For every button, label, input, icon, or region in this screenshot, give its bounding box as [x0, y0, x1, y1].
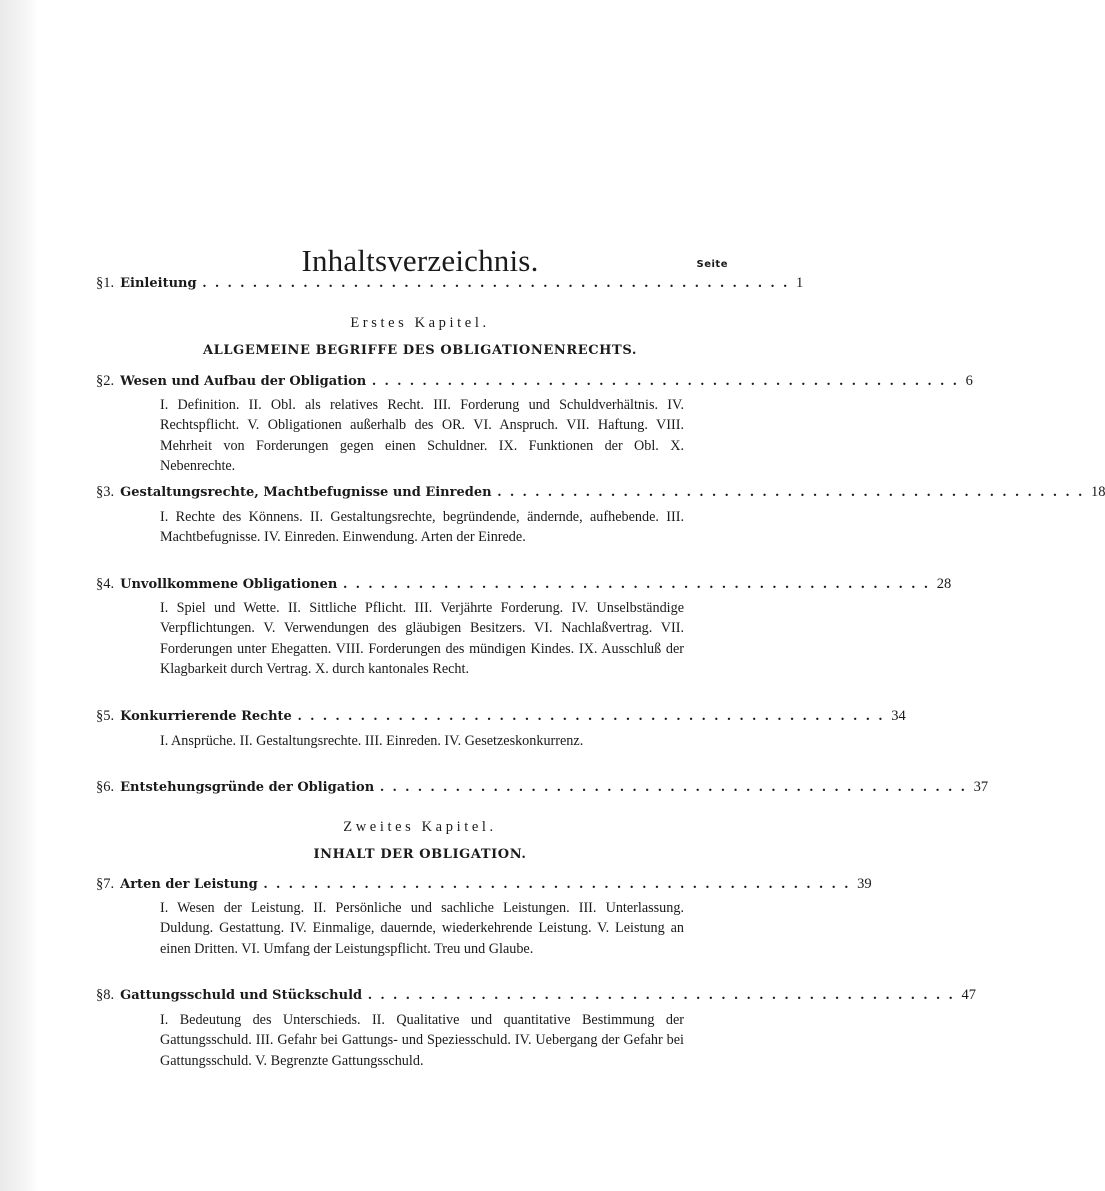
section-title: Entstehungsgründe der Obligation	[120, 780, 375, 795]
toc-entry-7[interactable]	[96, 876, 872, 896]
section-symbol: §	[96, 576, 104, 592]
chapter-heading: Erstes Kapitel.	[350, 315, 490, 331]
section-description: I. Spiel und Wette. II. Sittliche Pflicht. III. Verjährte Forderung. IV. Unselbständige Verpflichtungen. V. Verwendungen des gläubigen Besitzers. VI. Nachlaßvertrag. VII. Forderungen unter Ehegatten. VIII. Forderungen des mündigen Kindes. IX. Ausschluß der Klagbarkeit durch Vertrag. X. durch kantonales Recht.	[160, 600, 684, 677]
leader-dots: ...............................................	[297, 708, 892, 724]
toc-entry-3[interactable]	[96, 484, 1105, 504]
section-number: 4.	[103, 576, 115, 592]
section-number: 2.	[103, 373, 115, 389]
page-number: 1	[795, 275, 804, 291]
section-symbol: §	[96, 275, 104, 291]
section-number: 6.	[103, 779, 115, 795]
section-description: I. Ansprüche. II. Gestaltungsrechte. III. Einreden. IV. Gesetzeskonkurrenz.	[160, 733, 584, 749]
section-title: Gestaltungsrechte, Machtbefugnisse und Einreden	[120, 485, 492, 500]
section-symbol: §	[96, 876, 104, 892]
section-number: 1.	[103, 275, 115, 291]
section-number: 3.	[103, 484, 115, 500]
toc-entry-1[interactable]	[96, 275, 804, 295]
section-description: I. Bedeutung des Unterschieds. II. Qualitative und quantitative Bestimmung der Gattungsschuld. III. Gefahr bei Gattungs- und Speziesschuld. IV. Uebergang der Gefahr bei Gattungsschuld. V. Begrenzte Gattungsschuld.	[160, 1012, 684, 1069]
section-number: 5.	[103, 708, 115, 724]
page-column-label: Seite	[696, 259, 728, 270]
leader-dots: ...............................................	[497, 484, 1091, 500]
section-symbol: §	[96, 779, 104, 795]
section-description: I. Wesen der Leistung. II. Persönliche und sachliche Leistungen. III. Unterlassung. Duldung. Gestattung. IV. Einmalige, dauernde, wiederkehrende Leistung. V. Leistung an einen Dritten. VI. Umfang der Leistungspflicht. Treu und Glaube.	[160, 900, 684, 957]
section-symbol: §	[96, 987, 104, 1003]
toc-entry-2[interactable]	[96, 373, 973, 393]
section-title: Wesen und Aufbau der Obligation	[120, 374, 367, 389]
leader-dots: ...............................................	[263, 876, 858, 892]
section-description: I. Rechte des Könnens. II. Gestaltungsrechte, begründende, ändernde, aufhebende. III. Machtbefugnisse. IV. Einreden. Einwendung. Arten der Einrede.	[160, 509, 684, 546]
leader-dots: ...............................................	[372, 373, 966, 389]
section-title: Arten der Leistung	[120, 877, 258, 892]
leader-dots: ...............................................	[202, 275, 796, 291]
chapter-title: INHALT DER OBLIGATION.	[313, 847, 527, 862]
leader-dots: ...............................................	[368, 987, 962, 1003]
toc-entry-5[interactable]	[96, 708, 906, 728]
page-title: Inhaltsverzeichnis.	[301, 242, 539, 278]
page-number: 37	[973, 779, 989, 795]
page-edge-shadow	[0, 0, 38, 1191]
toc-entry-6[interactable]	[96, 779, 989, 799]
chapter-title: ALLGEMEINE BEGRIFFE DES OBLIGATIONENRECHTS.	[203, 343, 637, 358]
page-number: 39	[857, 876, 872, 892]
toc-entry-8[interactable]	[96, 987, 976, 1007]
page-number: 28	[936, 576, 952, 592]
section-title: Unvollkommene Obligationen	[120, 577, 338, 592]
leader-dots: ...............................................	[380, 779, 974, 795]
section-title: Konkurrierende Rechte	[120, 709, 292, 724]
section-number: 7.	[103, 876, 115, 892]
section-symbol: §	[96, 708, 104, 724]
section-title: Einleitung	[120, 276, 197, 291]
section-number: 8.	[103, 987, 115, 1003]
page-number: 6	[965, 373, 973, 389]
section-symbol: §	[96, 373, 104, 389]
section-symbol: §	[96, 484, 104, 500]
section-description: I. Definition. II. Obl. als relatives Recht. III. Forderung und Schuldverhältnis. IV. Rechtspflicht. V. Obligationen außerhalb des OR. VI. Anspruch. VII. Haftung. VIII. Mehrheit von Forderungen gegen einen Schuldner. IX. Funktionen der Obl. X. Nebenrechte.	[160, 397, 684, 474]
chapter-heading: Zweites Kapitel.	[343, 819, 497, 835]
toc-entry-4[interactable]	[96, 576, 952, 596]
page-number: 18	[1090, 484, 1105, 500]
section-title: Gattungsschuld und Stückschuld	[120, 988, 363, 1003]
page-number: 47	[961, 987, 976, 1003]
page-number: 34	[891, 708, 906, 724]
leader-dots: ...............................................	[343, 576, 937, 592]
